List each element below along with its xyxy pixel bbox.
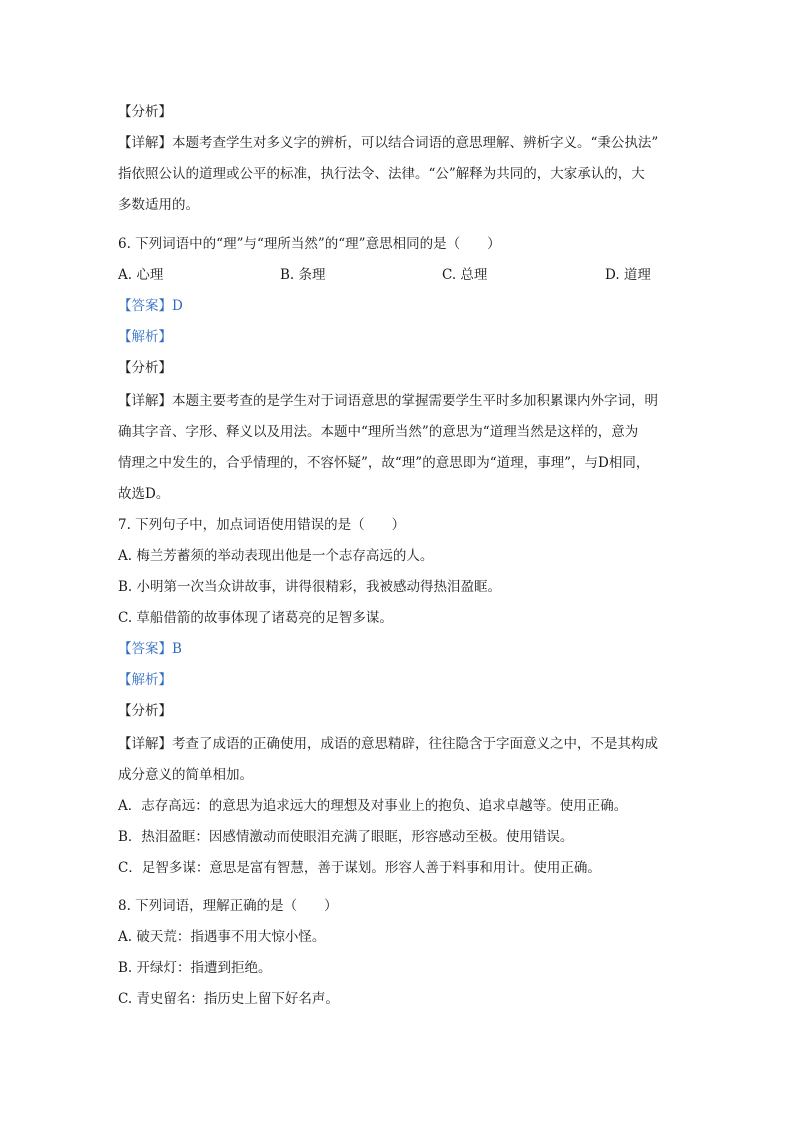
option-a: A. 梅兰芳蓄须的举动表现出他是一个志存高远的人。 — [118, 548, 434, 564]
option-a: A. 心理 — [118, 267, 164, 283]
detail-line: 【详解】本题考查学生对多义字的辨析，可以结合词语的意思理解、辨析字义。“秉公执法” — [118, 135, 659, 151]
detail-line: 情理之中发生的，合乎情理的，不容怀疑”，故“理”的意思即为“道理，事理”，与D相同， — [118, 455, 650, 471]
analysis-label: 【分析】 — [118, 104, 172, 120]
answer-label: 【答案】B — [118, 641, 182, 657]
explain-point-a: A．志存高远：的意思为追求远大的理想及对事业上的抱负、追求卓越等。使用正确。 — [118, 798, 628, 814]
option-b: B. 条理 — [280, 267, 326, 283]
answer-label: 【答案】D — [118, 298, 183, 314]
question-8-stem: 8. 下列词语，理解正确的是（ ） — [118, 898, 338, 914]
analysis-label: 【分析】 — [118, 703, 172, 719]
explain-label: 【解析】 — [118, 672, 172, 688]
option-a: A. 破天荒：指遇事不用大惊小怪。 — [118, 929, 326, 945]
detail-line: 指依照公认的道理或公平的标准，执行法令、法律。“公”解释为共同的，大家承认的，大 — [118, 166, 645, 182]
detail-line: 成分意义的简单相加。 — [118, 767, 253, 783]
option-d: D. 道理 — [605, 267, 651, 283]
analysis-label: 【分析】 — [118, 360, 172, 376]
option-b: B. 开绿灯：指遭到拒绝。 — [118, 960, 272, 976]
detail-line: 多数适用的。 — [118, 197, 199, 213]
question-6-stem: 6. 下列词语中的“理”与“理所当然”的“理”意思相同的是（ ） — [118, 236, 501, 252]
question-7-stem: 7. 下列句子中，加点词语使用错误的是（ ） — [118, 517, 406, 533]
option-c: C. 青史留名：指历史上留下好名声。 — [118, 991, 339, 1007]
detail-line: 故选D。 — [118, 486, 170, 502]
explain-label: 【解析】 — [118, 329, 172, 345]
detail-line: 【详解】考查了成语的正确使用，成语的意思精辟，往往隐含于字面意义之中，不是其构成 — [118, 736, 658, 752]
option-c: C. 草船借箭的故事体现了诸葛亮的足智多谋。 — [118, 610, 393, 626]
detail-line: 确其字音、字形、释义以及用法。本题中“理所当然”的意思为“道理当然是这样的，意为 — [118, 424, 639, 440]
detail-line: 【详解】本题主要考查的是学生对于词语意思的掌握需要学生平时多加积累课内外字词，明 — [118, 393, 658, 409]
explain-point-c: C．足智多谋：意思是富有智慧，善于谋划。形容人善于料事和用计。使用正确。 — [118, 860, 601, 876]
option-b: B. 小明第一次当众讲故事，讲得很精彩，我被感动得热泪盈眶。 — [118, 579, 502, 595]
explain-point-b: B．热泪盈眶：因感情激动而使眼泪充满了眼眶，形容感动至极。使用错误。 — [118, 829, 574, 845]
option-c: C. 总理 — [442, 267, 488, 283]
